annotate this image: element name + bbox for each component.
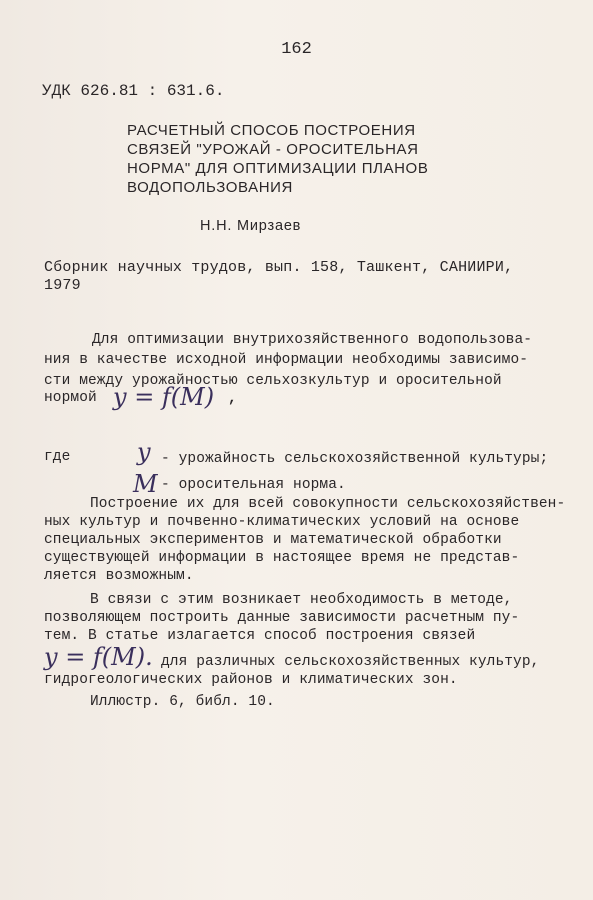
para1-line: ния в качестве исходной информации необходимы зависимо-: [44, 352, 529, 368]
para1-line: Для оптимизации внутрихозяйственного водопользова-: [92, 332, 533, 348]
para2-line: существующей информации в настоящее время не представ-: [44, 550, 520, 566]
where-label: где: [44, 449, 71, 465]
para3-line: В связи с этим возникает необходимость в методе,: [90, 592, 513, 608]
article-title: [127, 121, 428, 197]
illustrations-note: Иллюстр. 6, библ. 10.: [90, 694, 275, 710]
source-line: 1979: [44, 277, 81, 294]
para3-line: гидрогеологических районов и климатических зон.: [44, 672, 458, 688]
title-line: ВОДОПОЛЬЗОВАНИЯ: [127, 179, 293, 196]
para3-line: позволяющем построить данные зависимости расчетным пу-: [44, 610, 520, 626]
udk-code: УДК 626.81 : 631.6.: [42, 82, 225, 100]
page-number: 162: [281, 40, 312, 59]
para3-tail: для различных сельскохозяйственных культур,: [161, 654, 540, 670]
handwritten-var-y: y: [137, 438, 151, 466]
var-m-description: - оросительная норма.: [161, 477, 346, 493]
var-y-description: - урожайность сельскохозяйственной культуры;: [161, 451, 549, 467]
handwritten-formula: y = f(M): [113, 383, 215, 411]
para1-line: нормой: [44, 390, 97, 406]
title-line: СВЯЗЕЙ "УРОЖАЙ - ОРОСИТЕЛЬНАЯ: [127, 141, 419, 158]
author-name: Н.Н. Мирзаев: [200, 218, 302, 234]
source-line: Сборник научных трудов, вып. 158, Ташкент, САНИИРИ,: [44, 259, 514, 276]
para2-line: Построение их для всей совокупности сельскохозяйствен-: [90, 496, 566, 512]
source-citation: [44, 259, 513, 295]
para2-line: ных культур и почвенно-климатических условий на основе: [44, 514, 520, 530]
formula-comma: ,: [228, 391, 237, 407]
title-line: НОРМА" ДЛЯ ОПТИМИЗАЦИИ ПЛАНОВ: [127, 160, 429, 177]
para1-line: сти между урожайностью сельхозкультур и оросительной: [44, 373, 502, 389]
title-line: РАСЧЕТНЫЙ СПОСОБ ПОСТРОЕНИЯ: [127, 122, 416, 139]
para3-line: тем. В статье излагается способ построения связей: [44, 628, 476, 644]
handwritten-formula-2: y = f(M).: [44, 643, 153, 671]
handwritten-var-m: M: [133, 470, 158, 498]
para2-line: ляется возможным.: [44, 568, 194, 584]
para2-line: специальных экспериментов и математической обработки: [44, 532, 502, 548]
